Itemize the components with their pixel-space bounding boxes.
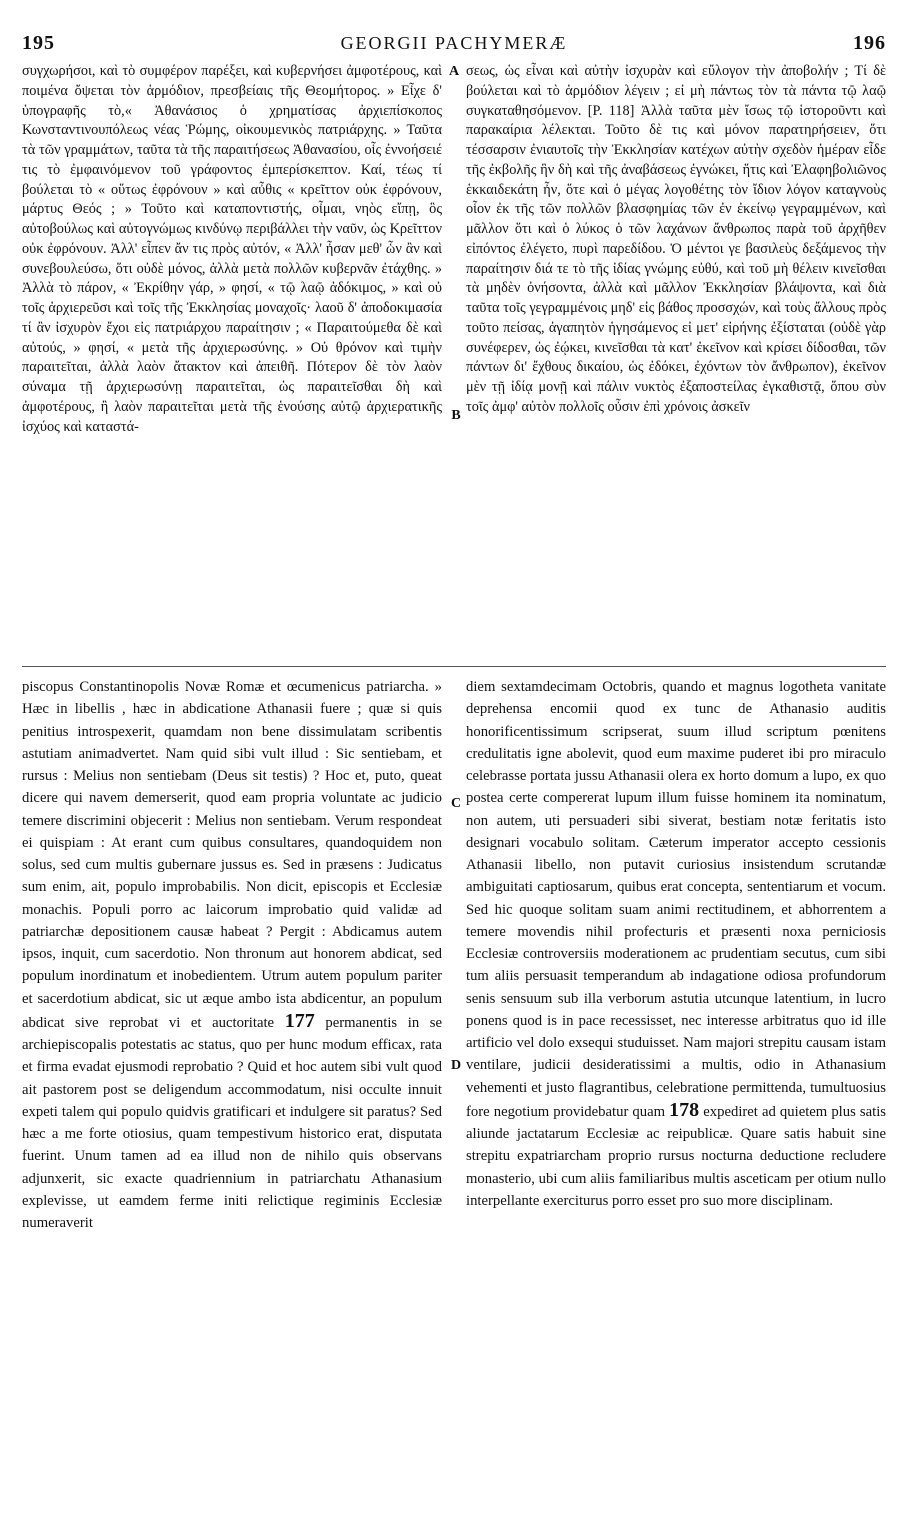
greek-text-right: σεως, ὡς εἶναι καὶ αὐτὴν ἰσχυρὰν καὶ εὔλογον τὴν ἀποβολήν ; Τί δὲ βούλεται καὶ τὸ ἁρμόδιον λέγειν ; εἰ μὴ πάντως τὸν τὰ πάντα τῷ λαῷ συγκαταθησόμενον. [P. 118] Ἀλλὰ ταῦτα μὲν ἴσως τῷ ἱστοροῦντι καὶ παρακαίρια λέλεκται. Τοῦτο δὲ τις καὶ μόνον παρατηρήσειεν, ὅτι τέσσαρσιν ἐνιαυτοῖς τὴν Ἐκκλησίαν κατέχων αὐτὴν σχεδὸν ἡμέραν εἶδε τῆς ἐκβολῆς ἣν δὴ καὶ τῆς ἀναβάσεως ἐγνώκει, ἥτις καὶ Ἐλαφηβολιῶνος ἑκκαιδεκάτη ἦν, ὅτε καὶ ὁ μέγας λογοθέτης τὸν ἴδιον λόγον καταγνοὺς οἷον ἐκ τῆς τῶν πολλῶν βλασφημίας τῶν ἐν ἐκείνῳ γεγραμμένων, καὶ μᾶλλον ὅτι καὶ ὁ λύκος ὁ τῶν λαχάνων ἄνθρωπος παρὰ τοῦ ἀρχῆθεν εἰπόντος ἐλέγετο, πυρὶ παρεδίδου. Ὁ μέντοι γε βασιλεὺς δεξάμενος τὴν παραίτησιν διά τε τὸ τῆς ἰδίας γνώμης εὐθύ, καὶ τοῦ μὴ θέλειν κινεῖσθαι τὰ μηδὲν ὀνήσοντα, ἀλλὰ καὶ μᾶλλον Ἐκκλησίαν βλάψοντα, καὶ διὰ ταῦτα τοῖς γεγραμμένοις μηδ' εἰς βάθος προσσχών, καὶ τοὺς ἄλλους πρὸς τοῦτο πείσας, ἀγαπητὸν ἡγησάμενος εἰ μετ' εἰρήνης ἐξίσταται (οὐδὲ γὰρ συνέφερεν, ὡς ἐῴκει, κινεῖσθαι τὰ κατ' ἐκεῖνον καὶ κρίσει δίδοσθαι, τῶν πάντων δι' ἔχθους δικαίου, ὡς ἐδόκει, ἐχόντων τὸν ἄνθρωπον), ἐκεῖνον μὲν τῇ ἰδίᾳ μονῇ καὶ πάλιν νυκτὸς ἐξαποστείλας ἐγκαθιστᾷ, ὅπου σὺν τοῖς ἀμφ' αὐτὸν πολλοῖς οὖσιν ἐπὶ χρόνοις ἀσκεῖν	[466, 63, 886, 415]
latin-column-right	[466, 676, 886, 1516]
latin-text-right-part1: diem sextamdecimam Octobris, quando et magnus logotheta vanitate deprehensa encomii quod ex tunc de Athanasio auditis honorificentissimum scripserat, suum illud scriptum pœnitens credulitatis igne abolevit, quod eum maxime puderet ibi pro miraculo celebrasse portata jussu Athanasii olera ex horto domum a lupo, ex quo postea certe compererat lupum illum fuisse hominem ita nominatum, non autem, uti persuaderi sibi siverat, bestiam notæ feritatis isto designari vocabulo solitam. Cæterum imperator accepto cessionis Athanasii libello, non putavit curiosius insistendum scrutandæ ambiguitati captiosarum, quibus erat concepta, sententiarum et vocum. Sed hic quoque solitam suam animi rectitudinem, et abhorrentem a temere movendis nihil profecturis et præsenti noxa perniciosis Ecclesiæ controversiis moderationem ac prudentiam secutus, cum sibi tum aliis persuasit temperandum ab indagatione odiosa profundorum senis sensuum sub illa verborum astutia utcunque latentium, in lucro ponens quod is in pace recessisset, nec interesse arbitratus quo id ille artificio vel dolo exsequi studuisset. Nam majori strepitu causam istam ventilare, judicii desideratissimi a multis, odio in Athanasium vehementi et justo flagrantibus, celebratione permittenda, tumultuosius fore negotium providebatur quam	[466, 679, 886, 1120]
latin-text-right-part2: expediret ad quietem plus satis aliunde jactatarum Ecclesiæ ac reipublicæ. Quare satis habuit sine strepitu expatriarcham proprio rursus nocturna deductione recludere monasterio, ubi cum aliis familiaribus multis asceticam per otium nullo interpellante exerciturus porro esset pro suo more disciplinam.	[466, 1103, 886, 1209]
running-title: GEORGII PACHYMERÆ	[340, 33, 568, 53]
column-marker-177: 177	[284, 1009, 315, 1032]
latin-column-left	[22, 676, 442, 1516]
margin-letter-b: B	[451, 408, 461, 423]
margin-letter-d: D	[450, 1058, 462, 1073]
greek-column-left	[22, 62, 442, 662]
latin-paragraph-right	[466, 676, 886, 1212]
page-number-left: 195	[22, 32, 55, 54]
section-divider	[22, 666, 886, 667]
margin-letter-a: A	[448, 64, 460, 79]
latin-text-left-part2: permanentis in se archiepiscopalis potestatis ac status, quo per hunc modum efficax, rata et firma evadat ejusmodi reprobatio ? Quid et hoc autem sibi vult quod ait pastorem post se deligendum accommodatum, nisi occulte innuit expeti talem qui populo quidvis gratificari et indulgere sit paratus? Sed hæc a me forte otiosius, quam tempestivum historico erat, disputata fuerint. Unum tamen ad ea illud non de nihilo quis observans adjunxerit, sic exacte quadriennium in patriarchatu Athanasium explevisse, ut eamdem ferme initi relictique regiminis Ecclesiæ numeraverit	[22, 1014, 442, 1231]
margin-letter-c: C	[450, 796, 462, 811]
latin-text-left-part1: piscopus Constantinopolis Novæ Romæ et œcumenicus patriarcha. » Hæc in libellis , hæc in abdicatione Athanasii fuere ; quæ si quis penitius introspexerit, quamdam non bene dissimulatam scribentis astutiam animadvertet. Nam quid sibi vult illud : Sic sentiebam, et rursus : Melius non sentiebam (Deus sit testis) ? Hoc et, puto, queat dicere qui navem demerserit, quod eam propria voluntate ac judicio temere discrimini objecerit : Melius non sentiebam. Verum respondeat ei quispiam : At erant cum quibus consultares, quandoquidem non solus, sed cum multis gubernare jussus es. Sed in præsens : Judicatus sum enim, ait, populo improbabilis. Non dicit, episcopis et Ecclesiæ monachis. Populi porro ac laicorum improbatio quid validæ ad patriarchæ depositionem causæ habeat ? Pergit : Abdicamus autem ipsos, inquit, cum sacerdotio. Non thronum aut honorem abdicat, sed populum inordinatum et inobedientem. Utrum autem populum pariter et sacerdotium abdicat, sic ut æque ambo ista abdicentur, an populum abdicat sive reprobat vi et auctoritate	[22, 679, 442, 1031]
page-number-right: 196	[853, 32, 886, 54]
greek-column-right	[466, 62, 886, 662]
page-header	[22, 32, 886, 58]
greek-text-left: συγχωρήσοι, καὶ τὸ συμφέρον παρέξει, καὶ κυβερνήσει ἀμφοτέρους, καὶ ποιμένα ὄψεται τὸν ἁρμόδιον, πρεσβείαις τῆς Θεομήτορος. » Εἶχε δ' ὑπογραφῆς τὸ,« Ἀθανάσιος ὁ χρηματίσας ἀρχιεπίσκοπος Κωνσταντινουπόλεως νέας Ῥώμης, οἰκουμενικὸς πατριάρχης. » Ταῦτα τὰ τῶν γραμμάτων, ταῦτα τὰ τῆς παραιτήσεως Ἀθανασίου, οἷς ἐννοήσειέ τις τὸ ἐμφαινόμενον τοῦ γράφοντος ἐμπερίσκεπτον. Καί, τέως τί βούλεται τὸ « οὕτως ἐφρόνουν » καὶ αὖθις « κρεῖττον οὐκ ἐφρόνουν, μάρτυς Θεός ; » Τοῦτο καὶ καταποντιστής, οἶμαι, νηὸς εἴπῃ, ὃς αὐτοβούλως καὶ αὐτογνώμως κινδύνῳ περιβάλλει τὴν ναῦν, ὡς Κρεῖττον οὐκ ἐφρόνουν. Ἀλλ' εἶπεν ἄν τις πρὸς αὐτόν, « Ἀλλ' ἦσαν μεθ' ὧν ἂν καὶ συνεβουλεύσω, ὅτι οὐδὲ μόνος, ἀλλὰ μετὰ πολλῶν κυβερνᾶν ἐτάχθης. » Ἀλλὰ τὸ πάρον, « Ἐκρίθην γάρ, » φησί, « τῷ λαῷ ἀδόκιμος, » καὶ οὐ τοῖς ἀρχιερεῦσι καὶ τοῖς τῆς Ἐκκλησίας μοναχοῖς· λαοῦ δ' ἀποδοκιμασία τί ἂν ἰσχυρὸν ἔχοι εἰς πατριάρχου παραίτησιν ; « Παραιτούμεθα δὲ καὶ αὐτούς, » φησί, « μετὰ τῆς ἀρχιερωσύνης. » Οὐ θρόνον καὶ τιμὴν παραιτεῖται, ἀλλὰ λαὸν ἄτακτον καὶ ἀπειθῆ. Πότερον δὲ τὸν λαὸν σύναμα τῇ ἀρχιερωσύνῃ παραιτεῖται, ὡς παραιτεῖσθαι δὴ καὶ ἀμφοτέρους, ἢ λαὸν παραιτεῖται μετὰ τῆς ἑνούσης αὐτῷ ἀρχιερατικῆς ἰσχύος καὶ καταστά-	[22, 63, 442, 435]
column-marker-178: 178	[669, 1098, 700, 1121]
latin-paragraph-left	[22, 676, 442, 1234]
